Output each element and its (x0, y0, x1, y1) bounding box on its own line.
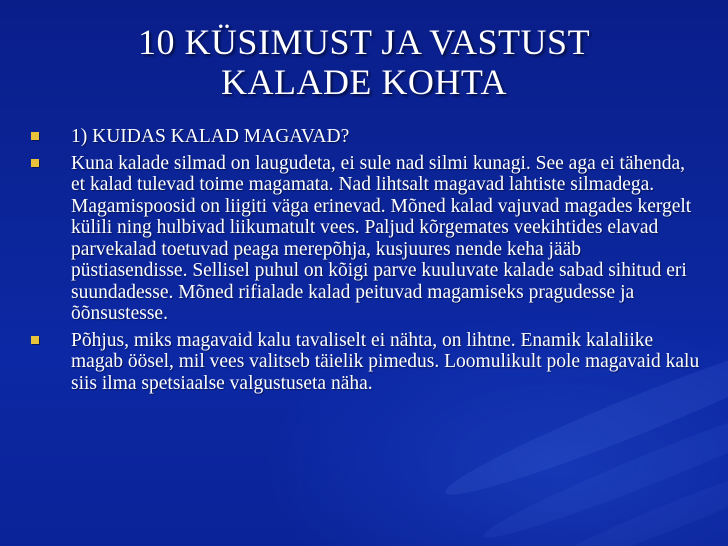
bullet-text: Kuna kalade silmad on laugudeta, ei sule nad silmi kunagi. See aga ei tähenda, et kalad tulevad toime magamata. Nad lihtsalt magavad lahtiste silmadega. Magamispoosid on liigiti väga erinevad. Mõned kalad vajuvad magades kergelt külili ning hulbivad liikumatult vees. Paljud kõrgemates veekihtides elavad parvekalad toetuvad peaga merepõhja, kusjuures nende keha jääb püstiasendisse. Sellisel puhul on kõigi parve kuuluvate kalade sabad sihitud eri suundadesse. Mõned rifialade kalad peituvad magamiseks pragudesse ja õõnsustesse. (71, 152, 692, 324)
slide-title-line-2: KALADE KOHTA (220, 62, 508, 102)
square-bullet-icon (31, 159, 39, 167)
square-bullet-icon (31, 336, 39, 344)
bullet-item (28, 330, 700, 395)
bullet-text: 1) KUIDAS KALAD MAGAVAD? (71, 126, 350, 147)
background-streak (478, 380, 728, 546)
background-streak (527, 441, 728, 546)
bullet-list (28, 126, 700, 399)
bullet-item (28, 126, 700, 148)
square-bullet-icon (31, 132, 39, 140)
slide-title (0, 22, 728, 102)
bullet-text: Põhjus, miks magavaid kalu tavaliselt ei nähta, on lihtne. Enamik kalaliike magab öösel, mil vees valitseb täielik pimedus. Loomulikult pole magavaid kalu siis ilma spetsiaalse valgustuseta näha. (71, 329, 700, 394)
bullet-item (28, 153, 700, 325)
slide-title-line-1: 10 KÜSIMUST JA VASTUST (137, 22, 591, 62)
